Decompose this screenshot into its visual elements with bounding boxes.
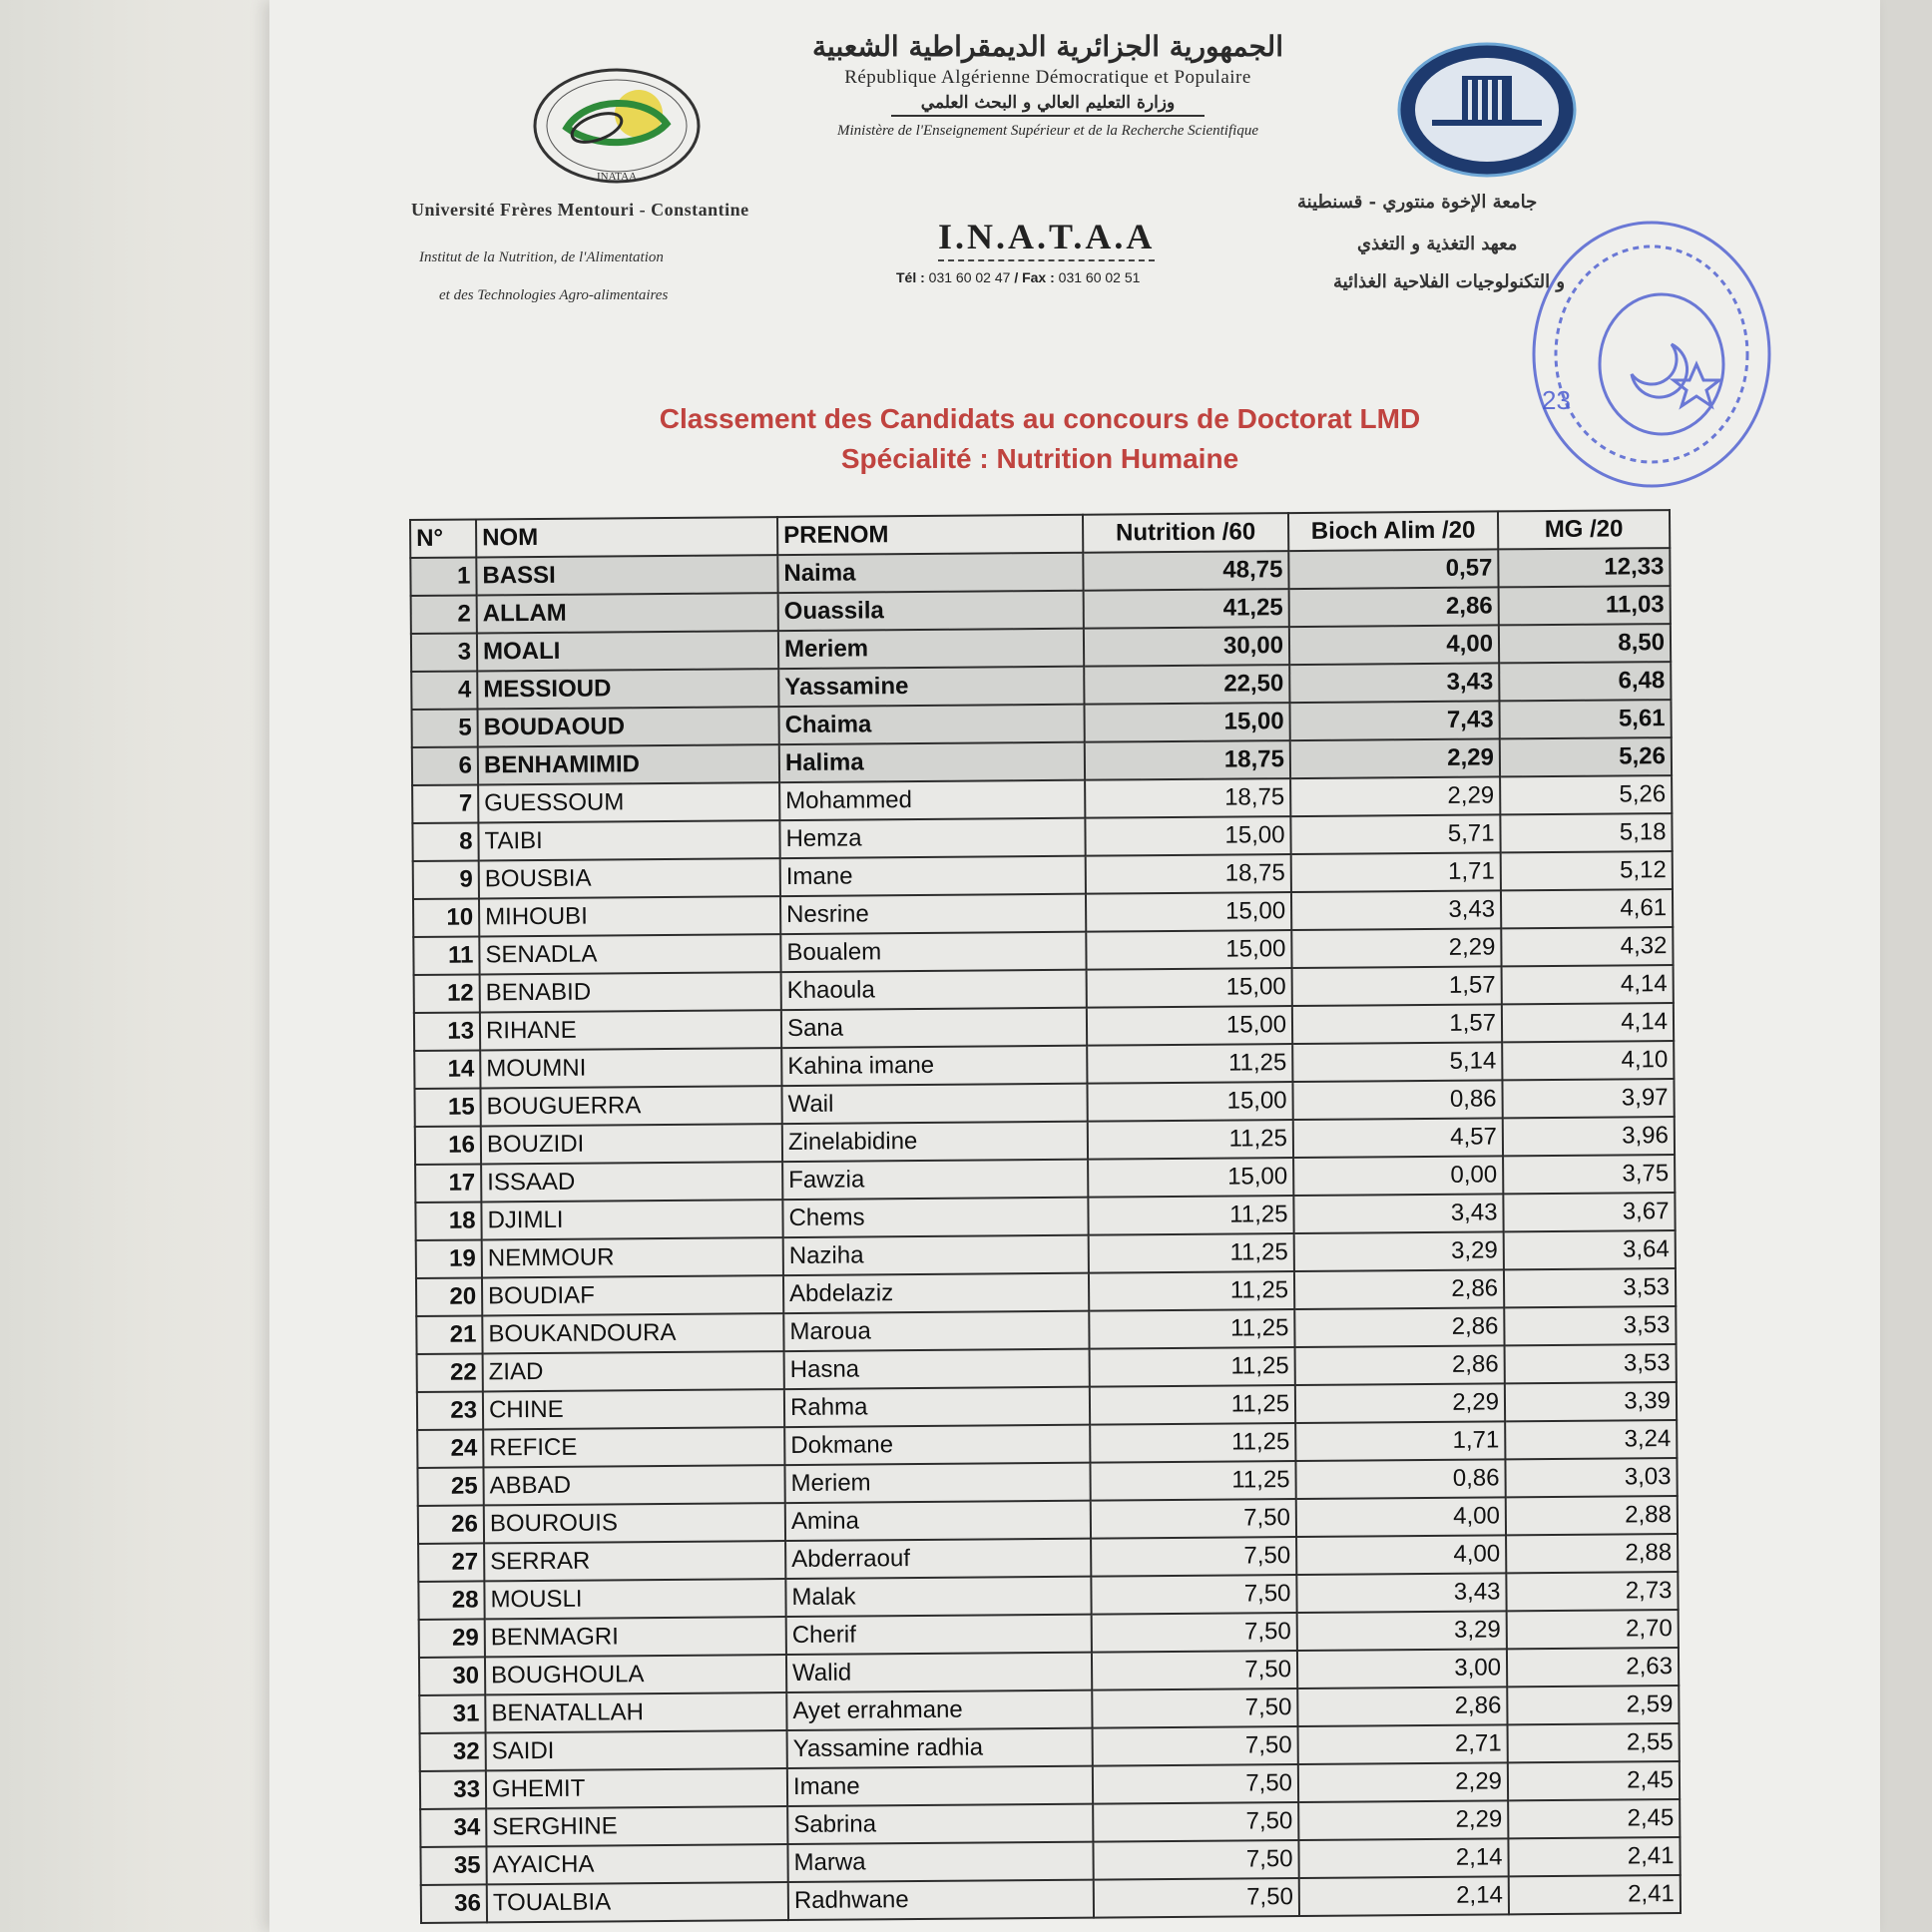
nutrition-score-cell: 18,75 (1086, 854, 1291, 894)
background-strip (1880, 0, 1932, 1932)
bioch-alim-score-cell: 3,43 (1296, 1573, 1506, 1613)
inataa-logo-text: INATAA (596, 171, 638, 183)
mg-score-cell: 3,03 (1505, 1458, 1677, 1497)
mg-score-cell: 3,53 (1504, 1268, 1676, 1307)
nom-cell: MOALI (477, 631, 778, 671)
nutrition-score-cell: 7,50 (1091, 1537, 1296, 1577)
bioch-alim-score-cell: 2,71 (1298, 1724, 1508, 1764)
bioch-alim-score-cell: 2,29 (1291, 928, 1501, 968)
official-stamp (1512, 205, 1781, 504)
nom-cell: BOUROUIS (484, 1503, 785, 1543)
bioch-alim-score-cell: 4,57 (1293, 1118, 1503, 1158)
rank-cell: 36 (421, 1884, 487, 1923)
mg-score-cell: 3,67 (1503, 1193, 1675, 1231)
bioch-alim-score-cell: 0,57 (1288, 549, 1498, 589)
prenom-cell: Malak (785, 1577, 1091, 1617)
prenom-cell: Sana (781, 1008, 1087, 1048)
rank-cell: 7 (412, 784, 478, 823)
rank-cell: 32 (420, 1732, 486, 1771)
mg-score-cell: 3,53 (1505, 1344, 1677, 1383)
nom-cell: BENMAGRI (485, 1617, 786, 1657)
bioch-alim-score-cell: 2,86 (1297, 1687, 1507, 1726)
mg-score-cell: 3,64 (1504, 1230, 1676, 1269)
nutrition-score-cell: 7,50 (1093, 1802, 1298, 1842)
rank-cell: 9 (413, 860, 479, 899)
prenom-cell: Boualem (780, 932, 1086, 972)
rank-cell: 5 (412, 709, 478, 747)
bioch-alim-score-cell: 2,29 (1290, 738, 1500, 778)
mg-score-cell: 2,70 (1507, 1610, 1679, 1649)
mg-score-cell: 3,96 (1503, 1117, 1675, 1156)
bioch-alim-score-cell: 2,14 (1298, 1838, 1508, 1878)
nutrition-score-cell: 48,75 (1083, 551, 1288, 591)
mg-score-cell: 2,41 (1508, 1837, 1680, 1876)
contact-line (896, 269, 1140, 285)
mg-score-cell: 2,88 (1506, 1534, 1678, 1573)
bioch-alim-score-cell: 3,43 (1289, 663, 1499, 703)
bioch-alim-score-cell: 4,00 (1289, 625, 1499, 665)
nom-cell: BASSI (476, 555, 777, 595)
rank-cell: 25 (417, 1467, 483, 1506)
rank-cell: 31 (419, 1694, 485, 1733)
bioch-alim-score-cell: 1,57 (1292, 966, 1502, 1006)
bioch-alim-score-cell: 2,29 (1298, 1800, 1508, 1840)
bioch-alim-score-cell: 4,00 (1296, 1497, 1506, 1537)
nutrition-score-cell: 18,75 (1085, 778, 1290, 818)
stamp-number: 23 (1542, 385, 1571, 415)
university-seal (1392, 40, 1582, 180)
nutrition-score-cell: 11,25 (1090, 1461, 1295, 1501)
mg-score-cell: 5,18 (1500, 813, 1672, 852)
prenom-cell: Abderraouf (785, 1539, 1091, 1579)
prenom-cell: Meriem (784, 1463, 1090, 1503)
nom-cell: ISSAAD (481, 1162, 782, 1202)
inataa-logo (527, 66, 707, 186)
prenom-cell: Yassamine (778, 667, 1084, 707)
arabic-ministry-title: وزارة التعليم العالي و البحث العلمي (891, 93, 1205, 117)
prenom-cell: Chems (782, 1198, 1088, 1237)
bioch-alim-score-cell: 1,71 (1291, 852, 1501, 892)
nutrition-score-cell: 15,00 (1086, 892, 1291, 932)
mg-score-cell: 5,26 (1500, 775, 1672, 814)
rank-cell: 29 (419, 1619, 485, 1658)
nom-cell: DJIMLI (481, 1200, 782, 1239)
nom-cell: MOUMNI (480, 1048, 781, 1088)
nutrition-score-cell: 15,00 (1085, 816, 1290, 856)
mg-score-cell: 2,45 (1508, 1799, 1680, 1838)
header-center (738, 30, 1357, 140)
prenom-cell: Zinelabidine (782, 1122, 1088, 1162)
rank-cell: 23 (417, 1391, 483, 1430)
mg-score-cell: 2,88 (1506, 1496, 1678, 1535)
ranking-table (409, 509, 1682, 1924)
institute-line-2: et des Technologies Agro-alimentaires (439, 287, 669, 303)
mg-score-cell: 3,53 (1504, 1306, 1676, 1345)
rank-cell: 3 (411, 633, 477, 672)
nom-cell: ABBAD (483, 1465, 784, 1505)
prenom-cell: Marwa (787, 1842, 1093, 1882)
nutrition-score-cell: 7,50 (1092, 1689, 1297, 1728)
bioch-alim-score-cell: 2,86 (1289, 587, 1499, 627)
nom-cell: BOUGUERRA (480, 1086, 781, 1126)
arabic-institute-line-2: و التكنولوجيات الفلاحية الغذائية (1333, 271, 1566, 292)
column-header-nutrition: Nutrition /60 (1083, 513, 1288, 553)
prenom-cell: Dokmane (784, 1425, 1090, 1465)
bioch-alim-score-cell: 0,00 (1293, 1156, 1503, 1196)
prenom-cell: Yassamine radhia (787, 1728, 1093, 1768)
nom-cell: SERRAR (484, 1541, 785, 1581)
ministry-title: Ministère de l'Enseignement Supérieur et de la Recherche Scientifique (837, 123, 1258, 139)
mg-score-cell: 4,14 (1502, 965, 1674, 1004)
prenom-cell: Amina (785, 1501, 1091, 1541)
institute-acronym: I.N.A.T.A.A (938, 216, 1155, 261)
rank-cell: 19 (416, 1239, 482, 1278)
nutrition-score-cell: 15,00 (1087, 1006, 1292, 1046)
nutrition-score-cell: 7,50 (1091, 1575, 1296, 1615)
bioch-alim-score-cell: 3,29 (1297, 1611, 1507, 1651)
rank-cell: 4 (411, 671, 477, 710)
fax-label: / Fax : (1014, 269, 1055, 285)
nom-cell: BOUKANDOURA (482, 1313, 783, 1353)
prenom-cell: Maroua (783, 1311, 1089, 1351)
republic-title: République Algérienne Démocratique et Populaire (844, 67, 1251, 88)
mg-score-cell: 11,03 (1499, 586, 1671, 625)
rank-cell: 6 (412, 746, 478, 785)
prenom-cell: Abdelaziz (783, 1273, 1089, 1313)
bioch-alim-score-cell: 7,43 (1289, 701, 1499, 740)
nom-cell: BOUGHOULA (485, 1655, 786, 1694)
prenom-cell: Naima (777, 553, 1083, 593)
bioch-alim-score-cell: 2,86 (1294, 1269, 1504, 1309)
nutrition-score-cell: 11,25 (1090, 1347, 1295, 1387)
bioch-alim-score-cell: 3,00 (1297, 1649, 1507, 1689)
rank-cell: 20 (416, 1277, 482, 1316)
nutrition-score-cell: 7,50 (1093, 1726, 1298, 1766)
nutrition-score-cell: 15,00 (1088, 1158, 1293, 1198)
title-line-2: Spécialité : Nutrition Humaine (840, 443, 1239, 474)
rank-cell: 8 (412, 822, 478, 861)
tel-number: 031 60 02 47 (928, 269, 1011, 285)
prenom-cell: Rahma (784, 1387, 1090, 1427)
nom-cell: BENABID (480, 972, 781, 1012)
nutrition-score-cell: 11,25 (1089, 1271, 1294, 1311)
nom-cell: BOUZIDI (481, 1124, 782, 1164)
mg-score-cell: 5,61 (1499, 700, 1671, 738)
mg-score-cell: 2,41 (1509, 1875, 1681, 1914)
arabic-republic-title: الجمهورية الجزائرية الديمقراطية الشعبية (811, 30, 1283, 63)
rank-cell: 35 (420, 1846, 486, 1885)
mg-score-cell: 2,63 (1507, 1648, 1679, 1687)
nom-cell: MIHOUBI (479, 896, 780, 936)
nutrition-score-cell: 11,25 (1087, 1044, 1292, 1084)
bioch-alim-score-cell: 4,00 (1296, 1535, 1506, 1575)
nom-cell: GHEMIT (486, 1768, 787, 1808)
column-header-bioch-alim: Bioch Alim /20 (1288, 511, 1498, 551)
rank-cell: 11 (413, 936, 479, 975)
prenom-cell: Sabrina (787, 1804, 1093, 1844)
nutrition-score-cell: 11,25 (1089, 1233, 1294, 1273)
prenom-cell: Radhwane (788, 1880, 1094, 1920)
mg-score-cell: 5,26 (1500, 737, 1672, 776)
nutrition-score-cell: 7,50 (1092, 1651, 1297, 1690)
prenom-cell: Ouassila (778, 591, 1084, 631)
bioch-alim-score-cell: 1,71 (1295, 1421, 1505, 1461)
nutrition-score-cell: 15,00 (1086, 930, 1291, 970)
rank-cell: 26 (418, 1505, 484, 1544)
arabic-university-name: جامعة الإخوة منتوري - قسنطينة (1297, 192, 1538, 213)
nom-cell: GUESSOUM (478, 782, 779, 822)
column-header-number: N° (410, 519, 476, 558)
nom-cell: CHINE (483, 1389, 784, 1429)
bioch-alim-score-cell: 0,86 (1292, 1080, 1502, 1120)
mg-score-cell: 2,73 (1506, 1572, 1678, 1611)
bioch-alim-score-cell: 3,43 (1291, 890, 1501, 930)
mg-score-cell: 3,39 (1505, 1382, 1677, 1421)
rank-cell: 22 (417, 1353, 483, 1392)
mg-score-cell: 3,75 (1503, 1155, 1675, 1194)
nom-cell: MESSIOUD (477, 669, 778, 709)
prenom-cell: Walid (786, 1653, 1092, 1692)
bioch-alim-score-cell: 0,86 (1295, 1459, 1505, 1499)
mg-score-cell: 2,59 (1507, 1686, 1679, 1724)
nutrition-score-cell: 15,00 (1084, 703, 1289, 742)
mg-score-cell: 2,45 (1508, 1761, 1680, 1800)
rank-cell: 15 (414, 1088, 480, 1127)
bioch-alim-score-cell: 2,86 (1295, 1345, 1505, 1385)
university-name: Université Frères Mentouri - Constantine (411, 200, 749, 220)
rank-cell: 30 (419, 1657, 485, 1695)
prenom-cell: Cherif (786, 1615, 1092, 1655)
rank-cell: 1 (410, 557, 476, 596)
document-title (611, 399, 1469, 479)
nutrition-score-cell: 11,25 (1088, 1120, 1293, 1160)
nutrition-score-cell: 7,50 (1091, 1499, 1296, 1539)
nutrition-score-cell: 11,25 (1088, 1196, 1293, 1235)
arabic-institute-line-1: معهد التغذية و التغذي (1357, 234, 1518, 254)
prenom-cell: Meriem (778, 629, 1084, 669)
nutrition-score-cell: 18,75 (1085, 740, 1290, 780)
nutrition-score-cell: 7,50 (1092, 1613, 1297, 1653)
prenom-cell: Wail (781, 1084, 1087, 1124)
nom-cell: BENATALLAH (485, 1692, 786, 1732)
bioch-alim-score-cell: 3,43 (1293, 1194, 1503, 1233)
rank-cell: 28 (418, 1581, 484, 1620)
nutrition-score-cell: 30,00 (1084, 627, 1289, 667)
prenom-cell: Ayet errahmane (786, 1690, 1092, 1730)
mg-score-cell: 2,55 (1508, 1723, 1680, 1762)
prenom-cell: Kahina imane (781, 1046, 1087, 1086)
nom-cell: TOUALBIA (487, 1882, 788, 1922)
nutrition-score-cell: 11,25 (1090, 1385, 1295, 1425)
nutrition-score-cell: 11,25 (1089, 1309, 1294, 1349)
bioch-alim-score-cell: 2,14 (1299, 1876, 1509, 1916)
nutrition-score-cell: 15,00 (1087, 968, 1292, 1008)
nom-cell: BENHAMIMID (478, 744, 779, 784)
rank-cell: 16 (415, 1126, 481, 1165)
nom-cell: ALLAM (477, 593, 778, 633)
mg-score-cell: 3,24 (1505, 1420, 1677, 1459)
mg-score-cell: 4,61 (1501, 889, 1673, 928)
bioch-alim-score-cell: 2,86 (1294, 1307, 1504, 1347)
nom-cell: BOUDIAF (482, 1275, 783, 1315)
mg-score-cell: 3,97 (1502, 1079, 1674, 1118)
fax-number: 031 60 02 51 (1058, 269, 1141, 285)
nom-cell: SENADLA (479, 934, 780, 974)
nom-cell: ZIAD (483, 1351, 784, 1391)
rank-cell: 21 (416, 1315, 482, 1354)
mg-score-cell: 8,50 (1499, 624, 1671, 663)
rank-cell: 34 (420, 1808, 486, 1847)
bioch-alim-score-cell: 2,29 (1290, 776, 1500, 816)
column-header-prenom: PRENOM (777, 515, 1083, 555)
rank-cell: 13 (414, 1012, 480, 1051)
prenom-cell: Naziha (783, 1235, 1089, 1275)
prenom-cell: Chaima (778, 705, 1084, 744)
nutrition-score-cell: 7,50 (1093, 1764, 1298, 1804)
rank-cell: 17 (415, 1164, 481, 1203)
rank-cell: 27 (418, 1543, 484, 1582)
mg-score-cell: 4,10 (1502, 1041, 1674, 1080)
institute-line-1: Institut de la Nutrition, de l'Alimentation (419, 249, 664, 265)
mg-score-cell: 12,33 (1498, 548, 1670, 587)
prenom-cell: Khaoula (781, 970, 1087, 1010)
column-header-mg: MG /20 (1498, 510, 1670, 549)
nutrition-score-cell: 22,50 (1084, 665, 1289, 705)
prenom-cell: Imane (787, 1766, 1093, 1806)
nom-cell: TAIBI (478, 820, 779, 860)
nutrition-score-cell: 15,00 (1087, 1082, 1292, 1122)
mg-score-cell: 5,12 (1501, 851, 1673, 890)
rank-cell: 12 (414, 974, 480, 1013)
bioch-alim-score-cell: 2,29 (1295, 1383, 1505, 1423)
rank-cell: 2 (411, 595, 477, 634)
bioch-alim-score-cell: 1,57 (1292, 1004, 1502, 1044)
nom-cell: BOUDAOUD (477, 707, 778, 746)
tel-label: Tél : (896, 269, 925, 285)
title-line-1: Classement des Candidats au concours de Doctorat LMD (659, 403, 1421, 434)
bioch-alim-score-cell: 3,29 (1294, 1231, 1504, 1271)
mg-score-cell: 4,14 (1502, 1003, 1674, 1042)
rank-cell: 10 (413, 898, 479, 937)
rank-cell: 18 (415, 1202, 481, 1240)
column-header-nom: NOM (476, 517, 777, 557)
prenom-cell: Hasna (784, 1349, 1090, 1389)
rank-cell: 24 (417, 1429, 483, 1468)
nom-cell: SERGHINE (486, 1806, 787, 1846)
nom-cell: RIHANE (480, 1010, 781, 1050)
bioch-alim-score-cell: 5,71 (1290, 814, 1500, 854)
nom-cell: REFICE (483, 1427, 784, 1467)
rank-cell: 14 (414, 1050, 480, 1089)
nutrition-score-cell: 7,50 (1093, 1840, 1298, 1880)
mg-score-cell: 4,32 (1501, 927, 1673, 966)
nom-cell: SAIDI (486, 1730, 787, 1770)
nom-cell: MOUSLI (484, 1579, 785, 1619)
prenom-cell: Halima (779, 742, 1085, 782)
mg-score-cell: 6,48 (1499, 662, 1671, 701)
nutrition-score-cell: 7,50 (1094, 1878, 1299, 1918)
rank-cell: 33 (420, 1770, 486, 1809)
nutrition-score-cell: 11,25 (1090, 1423, 1295, 1463)
prenom-cell: Imane (780, 856, 1086, 896)
prenom-cell: Hemza (779, 818, 1085, 858)
nom-cell: BOUSBIA (479, 858, 780, 898)
nom-cell: AYAICHA (486, 1844, 787, 1884)
prenom-cell: Fawzia (782, 1160, 1088, 1200)
bioch-alim-score-cell: 2,29 (1298, 1762, 1508, 1802)
bioch-alim-score-cell: 5,14 (1292, 1042, 1502, 1082)
nom-cell: NEMMOUR (482, 1237, 783, 1277)
prenom-cell: Mohammed (779, 780, 1085, 820)
prenom-cell: Nesrine (780, 894, 1086, 934)
nutrition-score-cell: 41,25 (1084, 589, 1289, 629)
